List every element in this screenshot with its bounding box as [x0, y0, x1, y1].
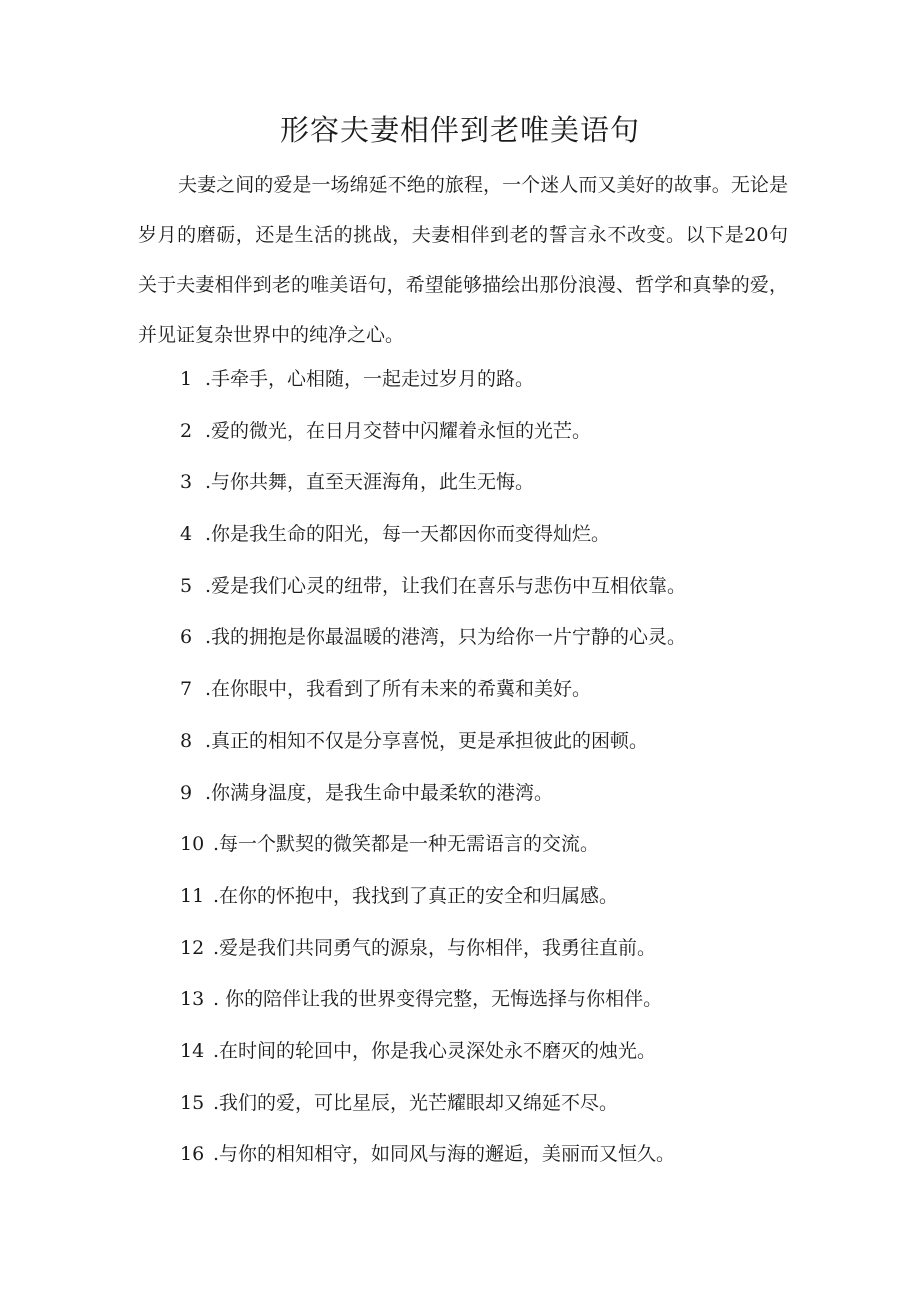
item-number: 13 — [180, 988, 205, 1011]
list-item — [180, 822, 800, 874]
item-text: .与你共舞，直至天涯海角，此生无悔。 — [205, 471, 535, 494]
item-text: .我们的爱，可比星辰，光芒耀眼却又绵延不尽。 — [213, 1091, 619, 1114]
item-number: 12 — [180, 936, 205, 959]
list-item — [180, 719, 800, 771]
list-item — [180, 667, 800, 719]
item-text: .在你的怀抱中，我找到了真正的安全和归属感。 — [213, 884, 619, 907]
item-text: . 你的陪伴让我的世界变得完整，无悔选择与你相伴。 — [213, 988, 663, 1011]
quote-list — [180, 357, 800, 1184]
item-text: .你满身温度，是我生命中最柔软的港湾。 — [205, 781, 554, 804]
item-text: .我的拥抱是你最温暖的港湾，只为给你一片宁静的心灵。 — [205, 626, 687, 649]
list-item — [180, 357, 800, 409]
item-number: 4 — [180, 523, 193, 546]
intro-paragraph: 夫妻之间的爱是一场绵延不绝的旅程，一个迷人而又美好的故事。无论是岁月的磨砺，还是生活的挑战，夫妻相伴到老的誓言永不改变。以下是20句关于夫妻相伴到老的唯美语句，希望能够描绘出那份浪漫、哲学和真挚的爱，并见证复杂世界中的纯净之心。 — [138, 174, 788, 346]
item-number: 11 — [180, 884, 205, 907]
list-item — [180, 460, 800, 512]
item-text: .在时间的轮回中，你是我心灵深处永不磨灭的烛光。 — [213, 1039, 657, 1062]
list-item — [180, 1029, 800, 1081]
item-text: .爱是我们心灵的纽带，让我们在喜乐与悲伤中互相依靠。 — [205, 574, 687, 597]
list-item — [180, 615, 800, 667]
list-item — [180, 409, 800, 461]
list-item — [180, 977, 800, 1029]
list-item — [180, 771, 800, 823]
item-number: 16 — [180, 1143, 205, 1166]
item-text: .你是我生命的阳光，每一天都因你而变得灿烂。 — [205, 523, 611, 546]
item-number: 8 — [180, 729, 193, 752]
list-item — [180, 1081, 800, 1133]
item-text: .每一个默契的微笑都是一种无需语言的交流。 — [213, 833, 600, 856]
list-item — [180, 1132, 800, 1184]
list-item — [180, 874, 800, 926]
item-number: 9 — [180, 781, 193, 804]
item-text: .在你眼中，我看到了所有未来的希冀和美好。 — [205, 678, 592, 701]
item-text: .真正的相知不仅是分享喜悦，更是承担彼此的困顿。 — [205, 729, 649, 752]
item-number: 15 — [180, 1091, 205, 1114]
item-number: 5 — [180, 574, 193, 597]
list-item — [180, 512, 800, 564]
item-number: 2 — [180, 419, 193, 442]
item-number: 10 — [180, 833, 205, 856]
item-number: 7 — [180, 678, 193, 701]
item-number: 1 — [180, 368, 193, 390]
item-text: .手牵手，心相随，一起走过岁月的路。 — [205, 368, 535, 390]
item-number: 6 — [180, 626, 193, 649]
item-text: .爱是我们共同勇气的源泉，与你相伴，我勇往直前。 — [213, 936, 657, 959]
item-text: .爱的微光，在日月交替中闪耀着永恒的光芒。 — [205, 419, 592, 442]
item-number: 14 — [180, 1039, 205, 1062]
list-item — [180, 926, 800, 978]
list-item — [180, 564, 800, 616]
item-number: 3 — [180, 471, 193, 494]
item-text: .与你的相知相守，如同风与海的邂逅，美丽而又恒久。 — [213, 1143, 676, 1166]
document-title: 形容夫妻相伴到老唯美语句 — [279, 113, 640, 147]
